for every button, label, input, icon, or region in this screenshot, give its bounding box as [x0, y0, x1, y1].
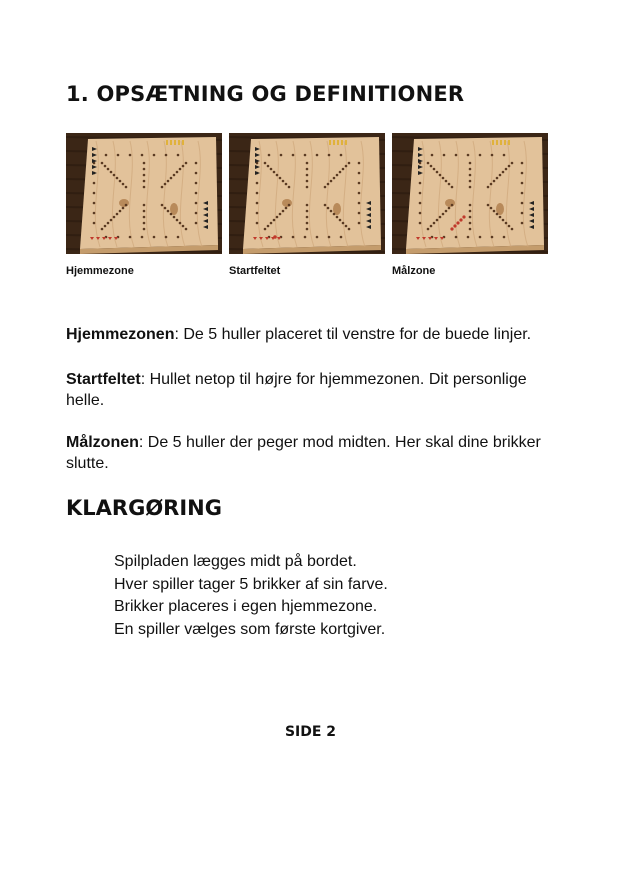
- page-number: SIDE 2: [284, 724, 337, 740]
- wooden-board-image: [66, 133, 222, 254]
- definition-term: Målzonen: [66, 434, 139, 451]
- definition-text: : De 5 huller placeret til venstre for de buede linjer.: [174, 326, 532, 343]
- definition-goal-zone: [66, 432, 556, 474]
- definition-text: : Hullet netop til højre for hjemmezonen. Dit personlige helle.: [66, 371, 527, 409]
- wooden-board-image: [392, 133, 548, 254]
- board-photo-home-zone: [66, 133, 222, 254]
- list-item: En spiller vælges som første kortgiver.: [114, 620, 386, 638]
- setup-list: [114, 551, 388, 641]
- board-photo-start-field: [229, 133, 385, 254]
- page-heading: 1. OPSÆTNING OG DEFINITIONER: [66, 82, 465, 106]
- board-photo-goal-zone: [392, 133, 548, 254]
- definition-term: Hjemmezonen: [66, 326, 175, 343]
- definition-start-field: [66, 369, 556, 411]
- list-item: Spilpladen lægges midt på bordet.: [114, 553, 357, 570]
- definition-text: : De 5 huller der peger mod midten. Her skal dine brikker slutte.: [66, 434, 541, 472]
- photo-caption: Hjemmezone: [66, 265, 134, 277]
- photo-caption: Startfeltet: [229, 265, 281, 277]
- photo-caption: Målzone: [392, 265, 436, 277]
- section-heading: KLARGØRING: [66, 496, 222, 520]
- definition-term: Startfeltet: [66, 371, 141, 388]
- definition-home-zone: [66, 324, 556, 345]
- list-item: Brikker placeres i egen hjemmezone.: [114, 598, 378, 615]
- wooden-board-image: [229, 133, 385, 254]
- list-item: Hver spiller tager 5 brikker af sin farve.: [114, 575, 388, 593]
